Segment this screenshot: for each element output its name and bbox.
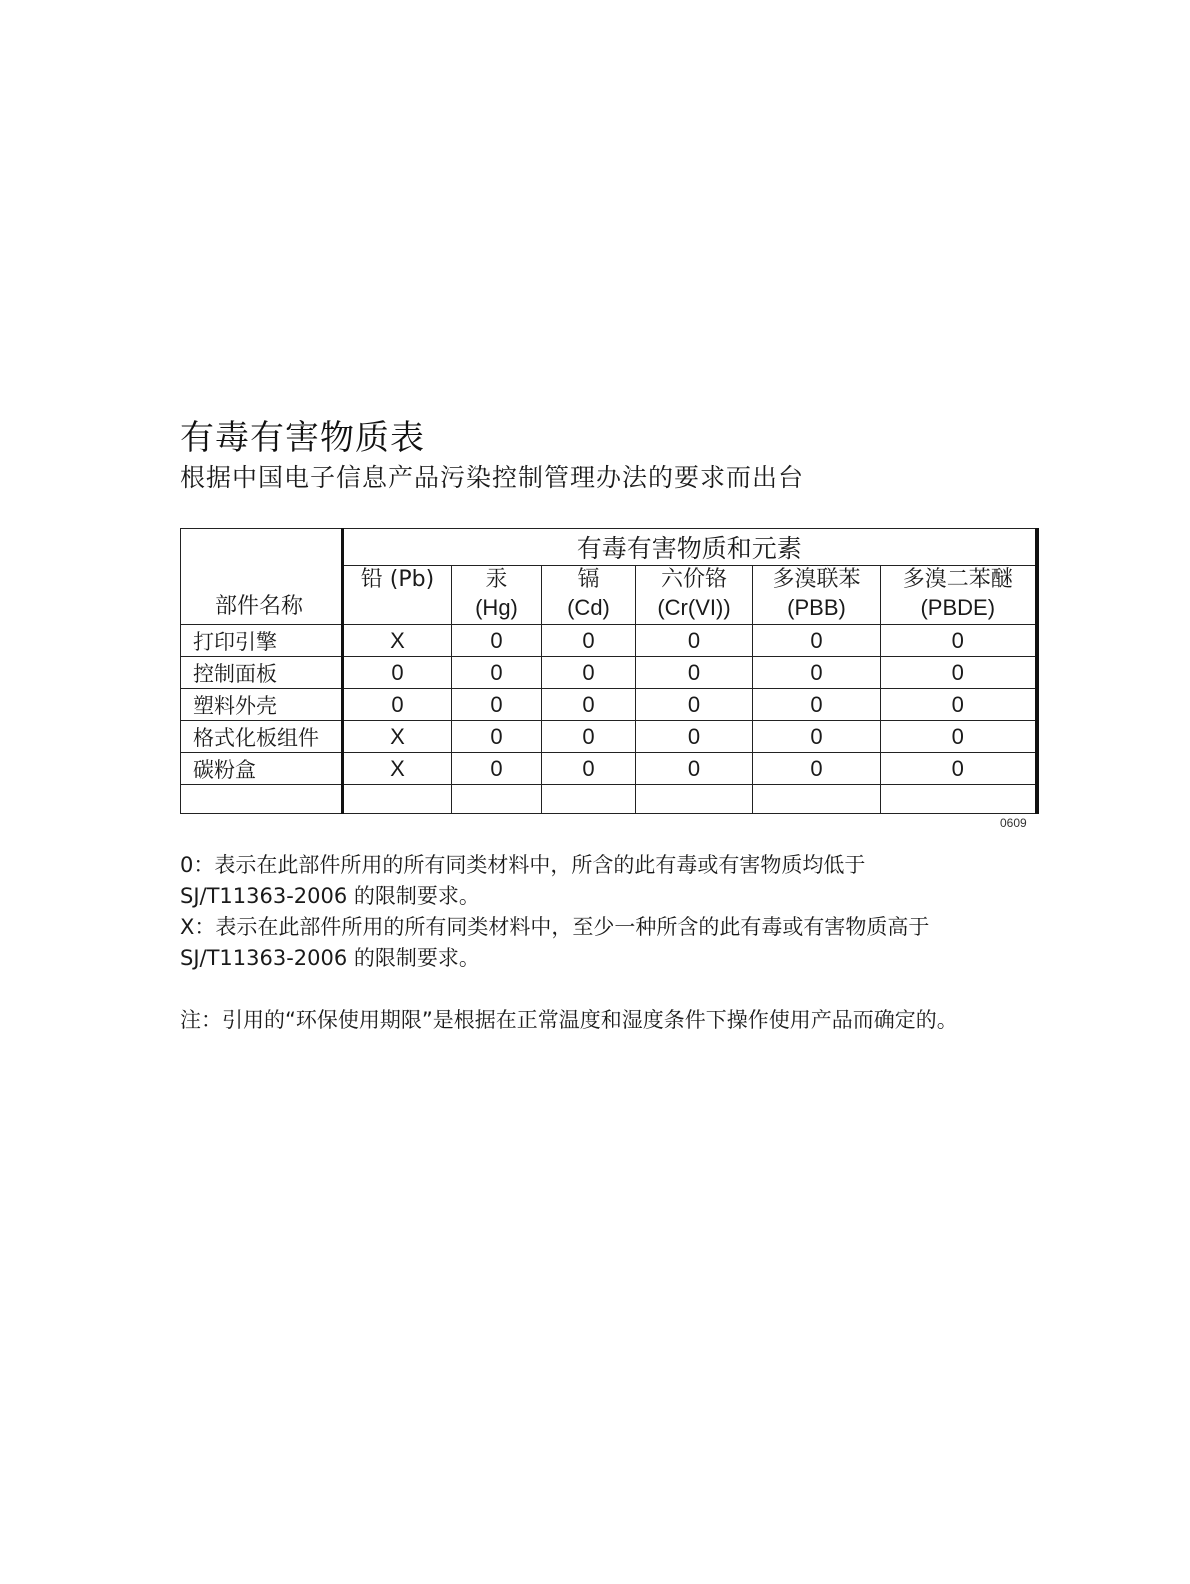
part-name-cell: 打印引擎 (181, 625, 343, 657)
part-name-header: 部件名称 (181, 529, 343, 625)
document-code: 0609 (1000, 816, 1027, 830)
column-header-cr: 六价铬 (Cr(VI)) (636, 566, 753, 625)
table-row (181, 625, 1037, 657)
empty-cell (542, 785, 636, 814)
column-header-hg: 汞 (Hg) (452, 566, 542, 625)
value-cell: 0 (452, 625, 542, 657)
empty-cell (881, 785, 1037, 814)
value-cell: 0 (753, 753, 881, 785)
value-cell: 0 (542, 657, 636, 689)
value-cell: 0 (881, 625, 1037, 657)
hazardous-substances-table (180, 528, 1039, 814)
column-header-cd: 镉 (Cd) (542, 566, 636, 625)
value-cell: 0 (881, 721, 1037, 753)
part-name-cell: 碳粉盒 (181, 753, 343, 785)
value-cell: 0 (753, 721, 881, 753)
note-remark: 注：引用的“环保使用期限”是根据在正常温度和湿度条件下操作使用产品而确定的。 (180, 1008, 958, 1032)
value-cell: 0 (542, 721, 636, 753)
empty-cell (452, 785, 542, 814)
note-zero-line2: SJ/T11363-2006 的限制要求。 (180, 884, 480, 908)
table-row (181, 657, 1037, 689)
value-cell: 0 (542, 753, 636, 785)
substances-group-header: 有毒有害物质和元素 (343, 529, 1037, 566)
column-header-pb: 铅 (Pb) (343, 566, 452, 625)
value-cell: 0 (636, 721, 753, 753)
value-cell: 0 (343, 689, 452, 721)
value-cell: 0 (452, 721, 542, 753)
value-cell: 0 (636, 657, 753, 689)
note-zero-line1: 0：表示在此部件所用的所有同类材料中，所含的此有毒或有害物质均低于 (180, 853, 866, 877)
column-header-pbb: 多溴联苯 (PBB) (753, 566, 881, 625)
value-cell: 0 (881, 689, 1037, 721)
value-cell: 0 (881, 657, 1037, 689)
value-cell: 0 (542, 625, 636, 657)
note-x-line1: X：表示在此部件所用的所有同类材料中，至少一种所含的此有毒或有害物质高于 (180, 915, 930, 939)
table-row (181, 753, 1037, 785)
note-x-line2: SJ/T11363-2006 的限制要求。 (180, 946, 480, 970)
empty-cell (753, 785, 881, 814)
value-cell: 0 (452, 753, 542, 785)
value-cell: 0 (753, 657, 881, 689)
value-cell: 0 (636, 625, 753, 657)
value-cell: X (343, 625, 452, 657)
value-cell: 0 (343, 657, 452, 689)
value-cell: 0 (452, 657, 542, 689)
value-cell: X (343, 753, 452, 785)
empty-cell (181, 785, 343, 814)
value-cell: 0 (636, 689, 753, 721)
empty-cell (636, 785, 753, 814)
value-cell: X (343, 721, 452, 753)
value-cell: 0 (753, 625, 881, 657)
part-name-cell: 格式化板组件 (181, 721, 343, 753)
part-name-cell: 控制面板 (181, 657, 343, 689)
column-header-pbde: 多溴二苯醚 (PBDE) (881, 566, 1037, 625)
page-subtitle: 根据中国电子信息产品污染控制管理办法的要求而出台 (180, 463, 805, 492)
empty-cell (343, 785, 452, 814)
value-cell: 0 (542, 689, 636, 721)
notes-section (180, 850, 1050, 1036)
value-cell: 0 (636, 753, 753, 785)
empty-table-row (181, 785, 1037, 814)
value-cell: 0 (753, 689, 881, 721)
page-title: 有毒有害物质表 (180, 418, 425, 458)
value-cell: 0 (452, 689, 542, 721)
part-name-cell: 塑料外壳 (181, 689, 343, 721)
value-cell: 0 (881, 753, 1037, 785)
table-row (181, 721, 1037, 753)
table-row (181, 689, 1037, 721)
